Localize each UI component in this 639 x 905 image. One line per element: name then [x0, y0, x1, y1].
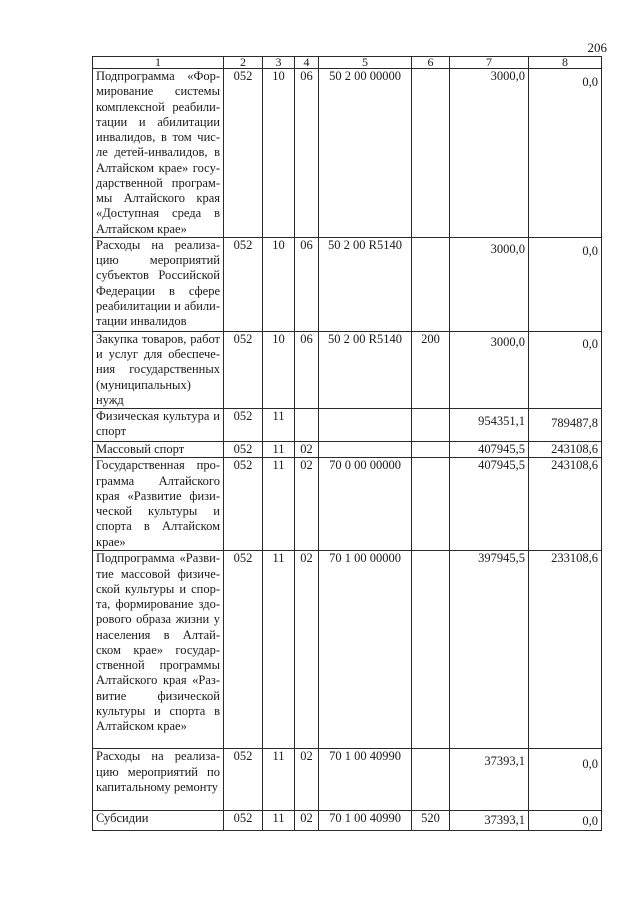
row-name: Закупка товаров, работ и услуг для обеспечения государственных (муниципальных) нужд [93, 331, 224, 408]
cell-section: 11 [263, 442, 295, 458]
cell-subsection: 06 [295, 331, 319, 408]
cell-sum8: 789487,8 [529, 409, 602, 442]
cell-sum8: 0,0 [529, 749, 602, 811]
cell-target: 50 2 00 R5140 [319, 331, 412, 408]
table-row [93, 749, 602, 811]
cell-vid [412, 458, 450, 551]
cell-target: 50 2 00 00000 [319, 69, 412, 238]
cell-subsection: 02 [295, 458, 319, 551]
cell-sum8: 0,0 [529, 811, 602, 830]
cell-target: 70 1 00 40990 [319, 749, 412, 811]
cell-ministry: 052 [224, 811, 263, 830]
col-header-7: 7 [450, 57, 529, 69]
cell-vid [412, 551, 450, 749]
col-header-4: 4 [295, 57, 319, 69]
col-header-2: 2 [224, 57, 263, 69]
row-name: Подпрограмма «Формирование системы комплексной реабилитации и абилитации инвалидов, в том числе детей-инвалидов, в Алтайском крае» государственной программы Алтайского края «Доступная среда в Алтайском крае» [93, 69, 224, 238]
cell-section: 11 [263, 749, 295, 811]
col-header-3: 3 [263, 57, 295, 69]
row-name: Массовый спорт [93, 442, 224, 458]
cell-ministry: 052 [224, 69, 263, 238]
col-header-8: 8 [529, 57, 602, 69]
cell-vid [412, 409, 450, 442]
table-row [93, 237, 602, 331]
cell-ministry: 052 [224, 551, 263, 749]
cell-section: 10 [263, 69, 295, 238]
cell-section: 10 [263, 237, 295, 331]
row-name: Субсидии [93, 811, 224, 830]
table-row [93, 409, 602, 442]
cell-subsection: 06 [295, 237, 319, 331]
table-row [93, 811, 602, 830]
table-row [93, 69, 602, 238]
cell-section: 11 [263, 458, 295, 551]
cell-sum7: 3000,0 [450, 331, 529, 408]
cell-sum8: 0,0 [529, 69, 602, 238]
cell-sum8: 233108,6 [529, 551, 602, 749]
cell-sum7: 407945,5 [450, 442, 529, 458]
cell-section: 11 [263, 811, 295, 830]
row-name: Физическая культура и спорт [93, 409, 224, 442]
row-name: Государственная программа Алтайского края «Развитие физической культуры и спорта в Алтайском крае» [93, 458, 224, 551]
cell-subsection: 02 [295, 811, 319, 830]
cell-subsection: 02 [295, 749, 319, 811]
cell-target: 50 2 00 R5140 [319, 237, 412, 331]
cell-sum8: 0,0 [529, 237, 602, 331]
row-name: Расходы на реализацию мероприятий по капитальному ремонту [93, 749, 224, 811]
cell-section: 11 [263, 409, 295, 442]
cell-vid [412, 749, 450, 811]
row-name: Подпрограмма «Развитие массовой физической культуры и спорта, формирование здорового образа жизни у населения в Алтайском крае» государственной программы Алтайского края «Развитие физической культуры и спорта в Алтайском крае» [93, 551, 224, 749]
cell-target [319, 409, 412, 442]
budget-table [92, 56, 602, 831]
cell-vid: 200 [412, 331, 450, 408]
cell-ministry: 052 [224, 458, 263, 551]
cell-sum8: 243108,6 [529, 458, 602, 551]
cell-subsection: 02 [295, 442, 319, 458]
cell-vid [412, 237, 450, 331]
cell-vid [412, 69, 450, 238]
cell-vid [412, 442, 450, 458]
cell-target: 70 0 00 00000 [319, 458, 412, 551]
cell-sum7: 954351,1 [450, 409, 529, 442]
cell-vid: 520 [412, 811, 450, 830]
col-header-5: 5 [319, 57, 412, 69]
cell-subsection [295, 409, 319, 442]
cell-sum7: 3000,0 [450, 69, 529, 238]
table-row [93, 442, 602, 458]
cell-ministry: 052 [224, 409, 263, 442]
table-row [93, 331, 602, 408]
header-row [93, 57, 602, 69]
cell-sum7: 407945,5 [450, 458, 529, 551]
cell-ministry: 052 [224, 749, 263, 811]
cell-sum8: 243108,6 [529, 442, 602, 458]
cell-ministry: 052 [224, 237, 263, 331]
cell-sum7: 3000,0 [450, 237, 529, 331]
cell-subsection: 02 [295, 551, 319, 749]
cell-target [319, 442, 412, 458]
row-name: Расходы на реализацию мероприятий субъектов Российской Федерации в сфере реабилитации и абилитации инвалидов [93, 237, 224, 331]
cell-ministry: 052 [224, 331, 263, 408]
cell-target: 70 1 00 40990 [319, 811, 412, 830]
cell-section: 11 [263, 551, 295, 749]
cell-sum7: 37393,1 [450, 749, 529, 811]
cell-target: 70 1 00 00000 [319, 551, 412, 749]
cell-subsection: 06 [295, 69, 319, 238]
cell-ministry: 052 [224, 442, 263, 458]
cell-sum7: 37393,1 [450, 811, 529, 830]
cell-section: 10 [263, 331, 295, 408]
cell-sum8: 0,0 [529, 331, 602, 408]
table-row [93, 551, 602, 749]
cell-sum7: 397945,5 [450, 551, 529, 749]
col-header-6: 6 [412, 57, 450, 69]
table-row [93, 458, 602, 551]
col-header-1: 1 [93, 57, 224, 69]
page-number: 206 [587, 40, 607, 55]
